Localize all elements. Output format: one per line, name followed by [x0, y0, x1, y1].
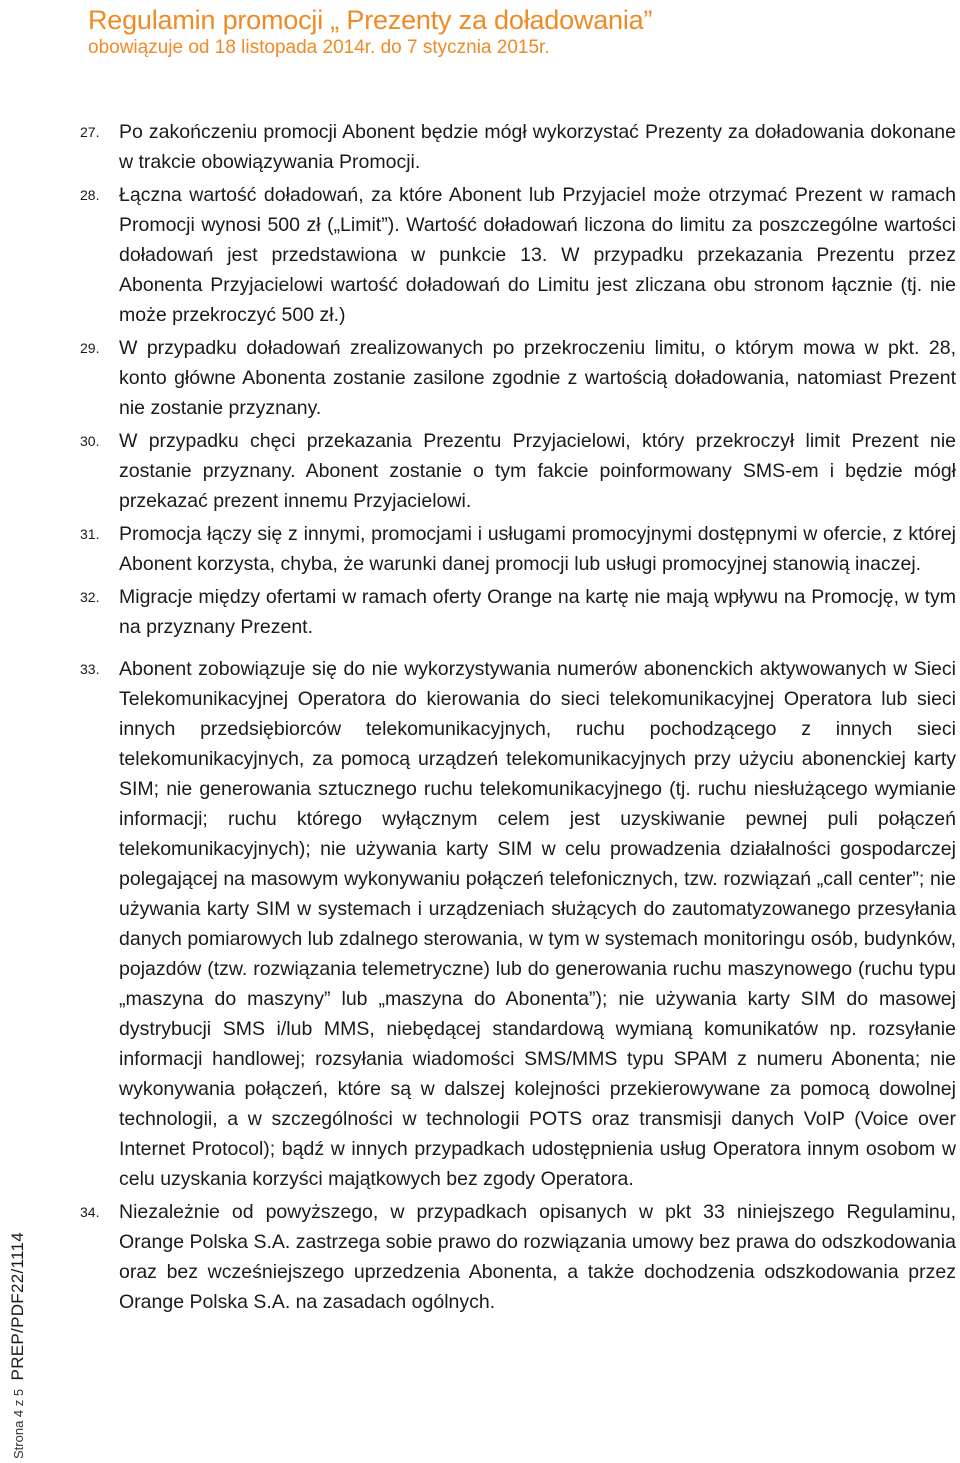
- clause-text: W przypadku doładowań zrealizowanych po przekroczeniu limitu, o którym mowa w pkt. 28, konto główne Abonenta zostanie zasilone zgodnie z wartością doładowania, natomiast Prezent nie zostanie przyznany.: [119, 337, 956, 419]
- document-validity-period: obowiązuje od 18 listopada 2014r. do 7 stycznia 2015r.: [88, 37, 550, 58]
- document-title: Regulamin promocji „ Prezenty za doładowania”: [88, 5, 653, 35]
- clause-29: [80, 333, 956, 423]
- clause-32: [80, 582, 956, 642]
- clause-number: 28.: [80, 187, 100, 203]
- clause-text: Abonent zobowiązuje się do nie wykorzystywania numerów abonenckich aktywowanych w Sieci Telekomunikacyjnej Operatora do kierowania do sieci telekomunikacyjnej Operatora lub sieci innych przedsiębiorców telekomunikacyjnych, ruchu pochodzącego z innych sieci telekomunikacyjnych, za pomocą urządzeń telekomunikacyjnych przy użyciu abonenckiej karty SIM; nie generowania sztucznego ruchu telekomunikacyjnego (tj. ruchu niesłużącego wymianie informacji; ruchu którego wyłącznym celem jest uzyskiwanie pewnej puli połączeń telekomunikacyjnych); nie używania karty SIM w celu prowadzenia działalności gospodarczej polegającej na masowym wykonywaniu połączeń telefonicznych, tzw. rozwiązań „call center”; nie używania karty SIM w systemach i urządzeniach służących do zautomatyzowanego przesyłania danych pomiarowych lub zdalnego sterowania, w tym w systemach monitoringu osób, budynków, pojazdów (tzw. rozwiązania telemetryczne) lub do generowania ruchu maszynowego (ruchu typu „maszyna do maszyny” lub „maszyna do Abonenta”); nie używania karty SIM do masowej dystrybucji SMS i/lub MMS, niebędącej standardową wymianą komunikatów np. rozsyłanie informacji handlowej; rozsyłania wiadomości SMS/MMS typu SPAM z numeru Abonenta; nie wykonywania połączeń, które są w dalszej kolejności przekierowywane za pomocą dowolnej technologii, a w szczególności w technologii POTS oraz transmisji danych VoIP (Voice over Internet Protocol); bądź w innych przypadkach udostępnienia usług Operatora innym osobom w celu uzyskania korzyści majątkowych bez zgody Operatora.: [119, 658, 956, 1190]
- clause-number: 31.: [80, 526, 100, 542]
- clause-number: 30.: [80, 433, 100, 449]
- clause-number: 33.: [80, 661, 100, 677]
- clause-34: [80, 1197, 956, 1317]
- document-header: [88, 4, 948, 60]
- clause-text: Łączna wartość doładowań, za które Abonent lub Przyjaciel może otrzymać Prezent w ramach Promocji wynosi 500 zł („Limit”). Wartość doładowań liczona do limitu za poszczególne wartości doładowań jest przedstawiona w punkcie 13. W przypadku przekazania Prezentu przez Abonenta Przyjacielowi wartość doładowań do Limitu jest zliczana obu stronom łącznie (tj. nie może przekroczyć 500 zł.): [119, 184, 956, 326]
- clause-text: Migracje między ofertami w ramach oferty Orange na kartę nie mają wpływu na Promocję, w tym na przyznany Prezent.: [119, 586, 956, 638]
- clause-text: Niezależnie od powyższego, w przypadkach opisanych w pkt 33 niniejszego Regulaminu, Orange Polska S.A. zastrzega sobie prawo do rozwiązania umowy bez prawa do odszkodowania oraz bez wcześniejszego uprzedzenia Abonenta, a także dochodzenia odszkodowania przez Orange Polska S.A. na zasadach ogólnych.: [119, 1201, 956, 1313]
- clause-text: W przypadku chęci przekazania Prezentu Przyjacielowi, który przekroczył limit Prezent nie zostanie przyznany. Abonent zostanie o tym fakcie poinformowany SMS-em i będzie mógł przekazać prezent innemu Przyjacielowi.: [119, 430, 956, 512]
- clause-list: [80, 117, 956, 1317]
- page-footer-text: [8, 1232, 28, 1459]
- clause-number: 34.: [80, 1204, 100, 1220]
- clause-number: 32.: [80, 589, 100, 605]
- clause-33: [80, 654, 956, 1194]
- page-footer: [4, 1189, 34, 1459]
- page-number-label: Strona 4 z 5: [11, 1388, 26, 1459]
- clause-28: [80, 180, 956, 330]
- clause-text: Promocja łączy się z innymi, promocjami i usługami promocyjnymi dostępnymi w ofercie, z której Abonent korzysta, chyba, że warunki danej promocji lub usługi promocyjnej stanowią inaczej.: [119, 523, 956, 575]
- document-code: PREP/PDF22/1114: [8, 1231, 27, 1381]
- clause-text: Po zakończeniu promocji Abonent będzie mógł wykorzystać Prezenty za doładowania dokonane w trakcie obowiązywania Promocji.: [119, 121, 956, 173]
- clause-30: [80, 426, 956, 516]
- clause-number: 29.: [80, 340, 100, 356]
- clause-27: [80, 117, 956, 177]
- clause-number: 27.: [80, 124, 100, 140]
- clause-31: [80, 519, 956, 579]
